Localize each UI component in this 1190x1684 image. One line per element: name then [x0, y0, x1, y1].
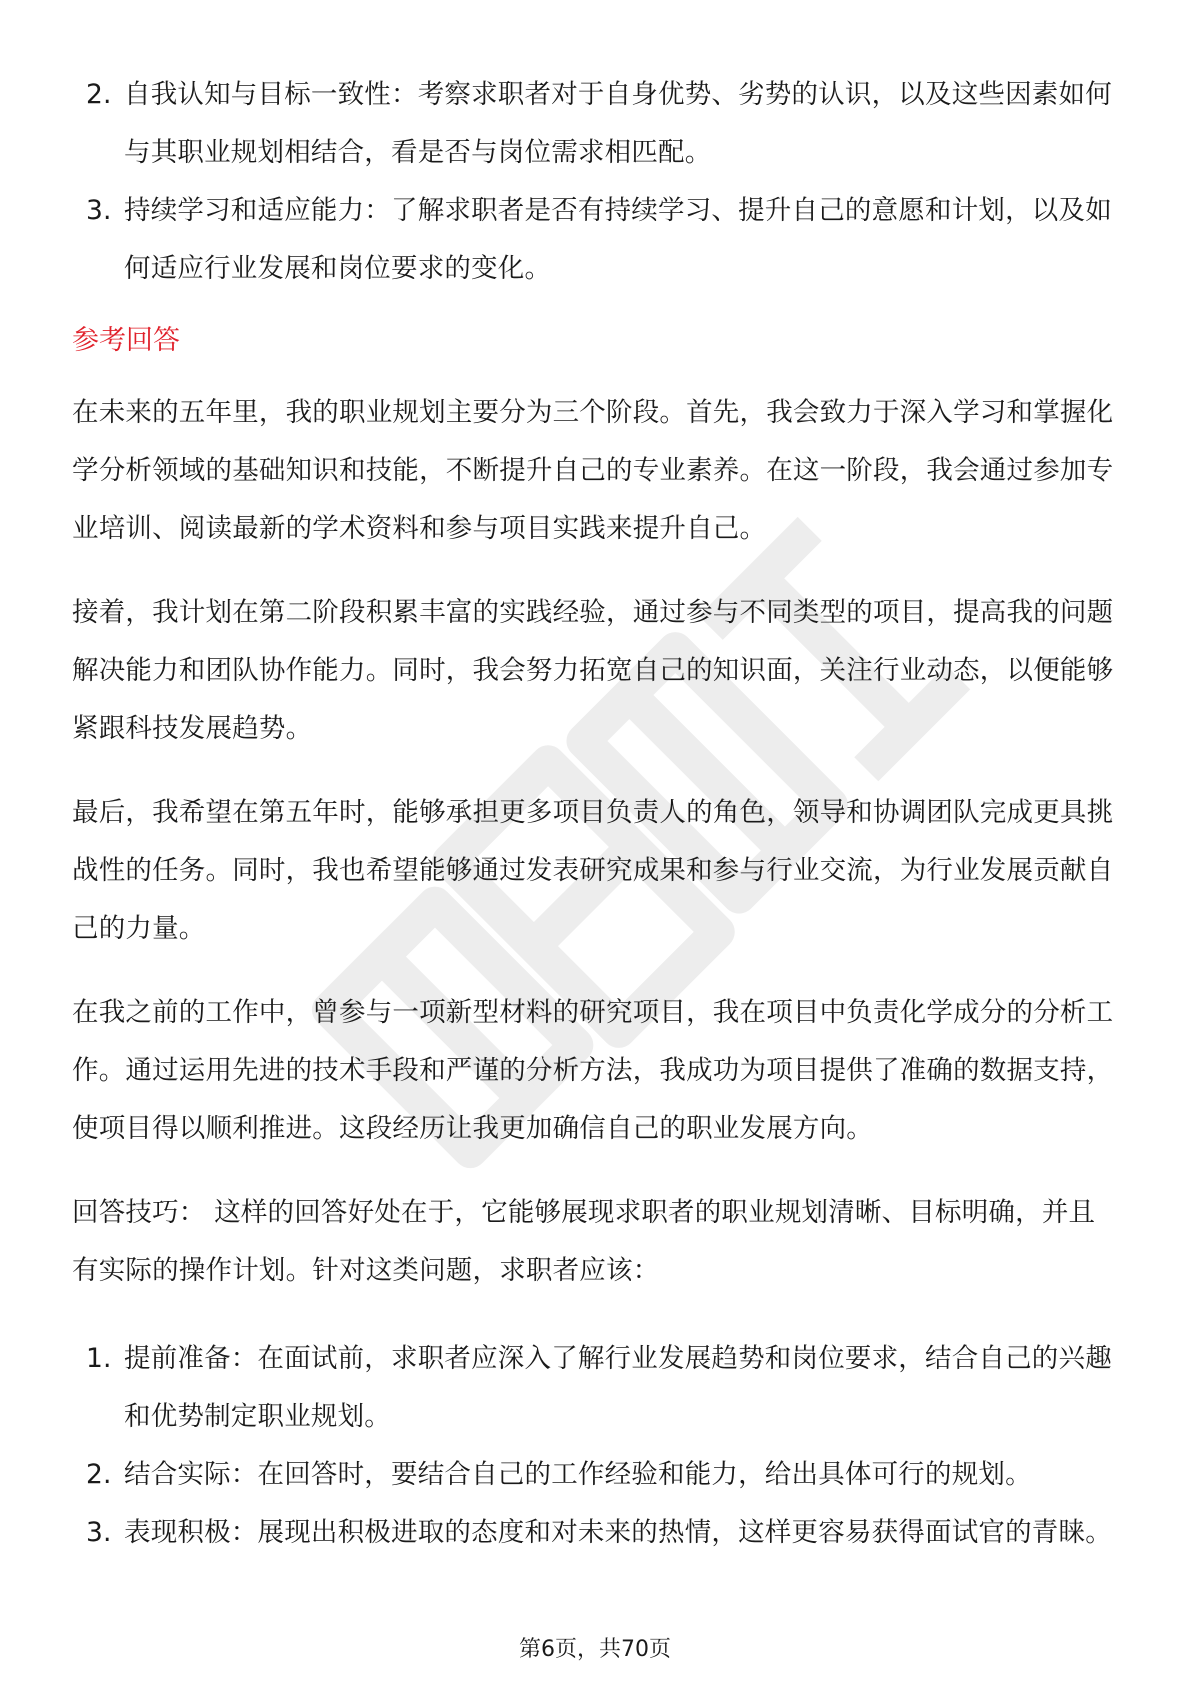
answer-paragraph: 最后，我希望在第五年时，能够承担更多项目负责人的角色，领导和协调团队完成更具挑战性的任务。同时，我也希望能够通过发表研究成果和参与行业交流，为行业发展贡献自己的力量。 [72, 797, 1114, 944]
list-item-number: 3. [86, 195, 112, 226]
list-item-number: 1. [86, 1343, 112, 1374]
page-footer: 第6页，共70页 [519, 1637, 671, 1662]
tips-list [72, 1330, 1118, 1562]
answer-paragraph: 接着，我计划在第二阶段积累丰富的实践经验，通过参与不同类型的项目，提高我的问题解决能力和团队协作能力。同时，我会努力拓宽自己的知识面，关注行业动态，以便能够紧跟科技发展趋势。 [72, 597, 1114, 744]
list-item-text: 结合实际：在回答时，要结合自己的工作经验和能力，给出具体可行的规划。 [124, 1459, 1032, 1490]
list-item [72, 182, 1118, 298]
list-item [72, 1504, 1118, 1562]
tips-paragraph: 回答技巧： 这样的回答好处在于，它能够展现求职者的职业规划清晰、目标明确，并且有实际的操作计划。针对这类问题，求职者应该： [72, 1197, 1096, 1286]
list-item-number: 2. [86, 79, 112, 110]
list-item-text: 持续学习和适应能力：了解求职者是否有持续学习、提升自己的意愿和计划，以及如何适应行业发展和岗位要求的变化。 [124, 195, 1112, 284]
list-item [72, 1446, 1118, 1504]
list-item-number: 2. [86, 1459, 112, 1490]
answer-paragraph: 在未来的五年里，我的职业规划主要分为三个阶段。首先，我会致力于深入学习和掌握化学分析领域的基础知识和技能，不断提升自己的专业素养。在这一阶段，我会通过参加专业培训、阅读最新的学术资料和参与项目实践来提升自己。 [72, 397, 1114, 544]
list-item-number: 3. [86, 1517, 112, 1548]
list-item [72, 1330, 1118, 1446]
page-content [72, 66, 1118, 1562]
answer-paragraph: 在我之前的工作中，曾参与一项新型材料的研究项目，我在项目中负责化学成分的分析工作。通过运用先进的技术手段和严谨的分析方法，我成功为项目提供了准确的数据支持，使项目得以顺利推进。这段经历让我更加确信自己的职业发展方向。 [72, 997, 1114, 1144]
list-item-text: 表现积极：展现出积极进取的态度和对未来的热情，这样更容易获得面试官的青睐。 [124, 1517, 1112, 1548]
section-heading: 参考回答 [72, 325, 180, 356]
list-item [72, 66, 1118, 182]
list-item-text: 提前准备：在面试前，求职者应深入了解行业发展趋势和岗位要求，结合自己的兴趣和优势制定职业规划。 [124, 1343, 1112, 1432]
list-item-text: 自我认知与目标一致性：考察求职者对于自身优势、劣势的认识，以及这些因素如何与其职业规划相结合，看是否与岗位需求相匹配。 [124, 79, 1112, 168]
evaluation-points-list [72, 66, 1118, 298]
